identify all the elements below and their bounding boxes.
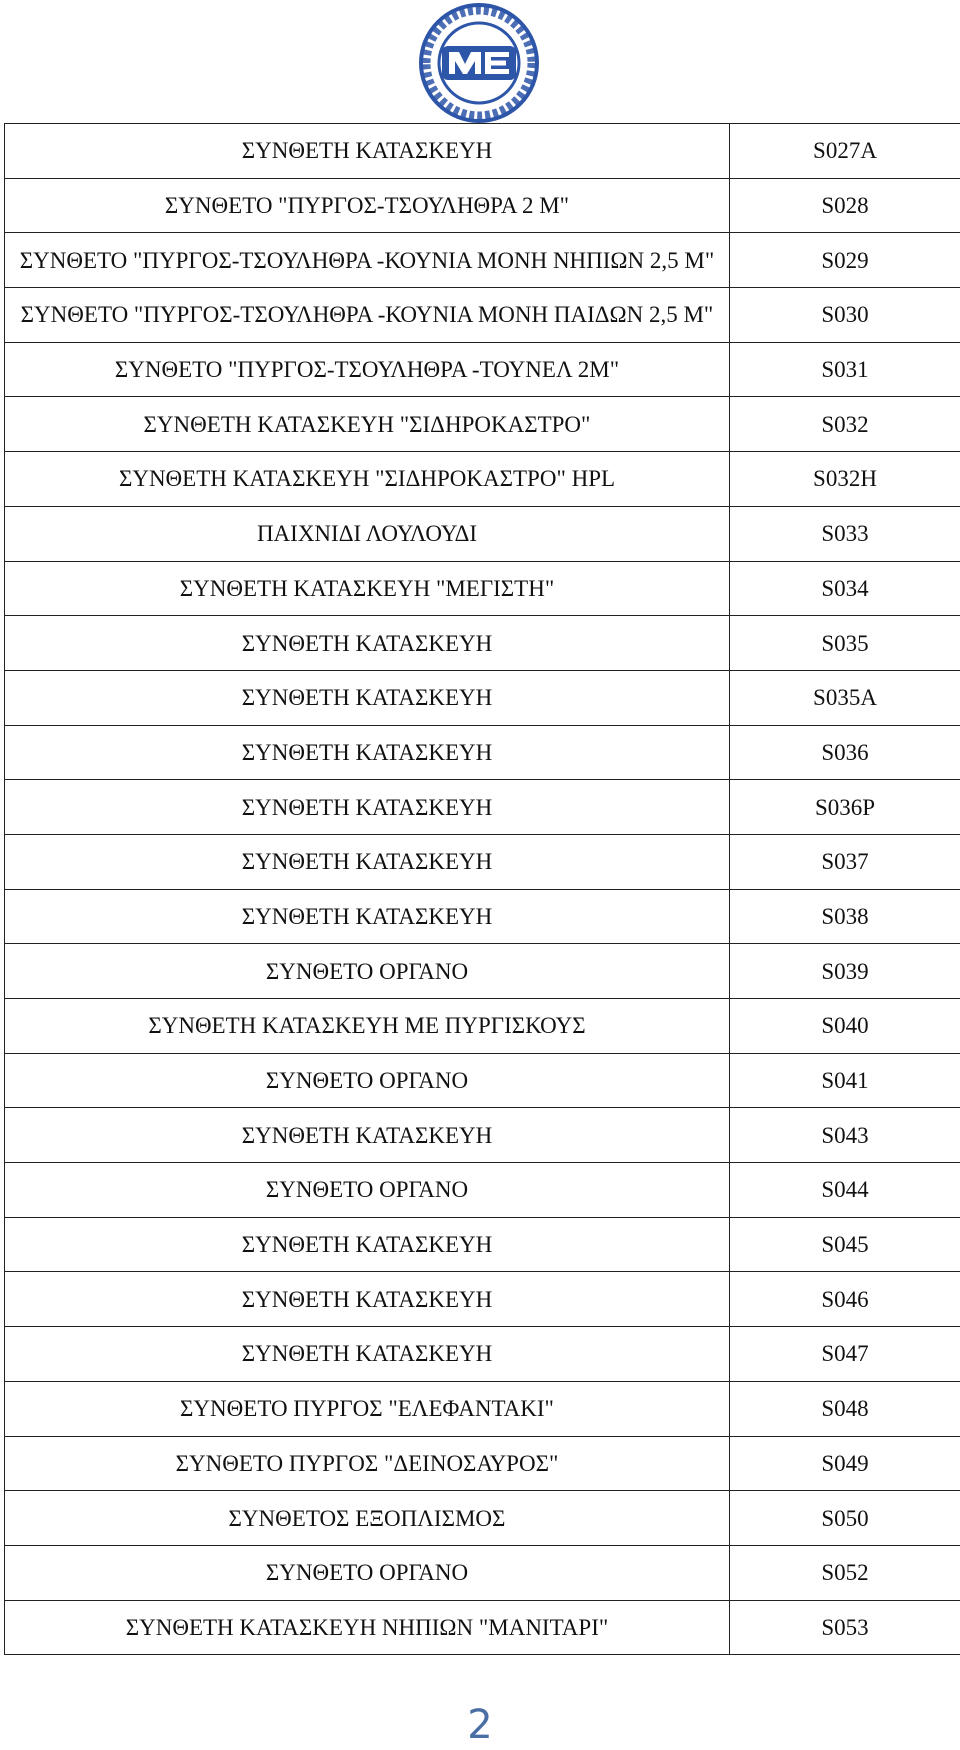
product-code-cell: S043	[730, 1108, 960, 1163]
product-catalog-table	[4, 123, 960, 1655]
product-description-cell: ΣΥΝΘΕΤΟΣ ΕΞΟΠΛΙΣΜΟΣ	[5, 1491, 730, 1546]
product-code-cell: S049	[730, 1436, 960, 1491]
product-description-cell: ΣΥΝΘΕΤΟ "ΠΥΡΓΟΣ-ΤΣΟΥΛΗΘΡΑ -ΚΟΥΝΙΑ ΜΟΝΗ ΝΗΠΙΩΝ 2,5 Μ"	[5, 233, 730, 288]
product-description-cell: ΣΥΝΘΕΤΟ ΠΥΡΓΟΣ "ΕΛΕΦΑΝΤΑΚΙ"	[5, 1381, 730, 1436]
product-description-cell: ΣΥΝΘΕΤΗ ΚΑΤΑΣΚΕΥΗ	[5, 1108, 730, 1163]
table-row	[5, 233, 960, 288]
product-description-cell: ΣΥΝΘΕΤΗ ΚΑΤΑΣΚΕΥΗ	[5, 834, 730, 889]
table-row	[5, 1600, 960, 1655]
table-row	[5, 725, 960, 780]
product-code-cell: S047	[730, 1327, 960, 1382]
product-description-cell: ΠΑΙΧΝΙΔΙ ΛΟΥΛΟΥΔΙ	[5, 506, 730, 561]
table-row	[5, 1108, 960, 1163]
product-description-cell: ΣΥΝΘΕΤΟ "ΠΥΡΓΟΣ-ΤΣΟΥΛΗΘΡΑ -ΚΟΥΝΙΑ ΜΟΝΗ ΠΑΙΔΩΝ 2,5 Μ"	[5, 288, 730, 343]
product-code-cell: S027A	[730, 124, 960, 179]
table-row	[5, 1491, 960, 1546]
product-code-cell: S029	[730, 233, 960, 288]
product-description-cell: ΣΥΝΘΕΤΟ ΟΡΓΑΝΟ	[5, 944, 730, 999]
table-row	[5, 889, 960, 944]
table-row	[5, 1217, 960, 1272]
product-description-cell: ΣΥΝΘΕΤΗ ΚΑΤΑΣΚΕΥΗ	[5, 1217, 730, 1272]
product-description-cell: ΣΥΝΘΕΤΗ ΚΑΤΑΣΚΕΥΗ	[5, 1272, 730, 1327]
logo-seal-icon	[418, 2, 540, 124]
product-description-cell: ΣΥΝΘΕΤΟ ΟΡΓΑΝΟ	[5, 1163, 730, 1218]
product-code-cell: S041	[730, 1053, 960, 1108]
product-code-cell: S035	[730, 616, 960, 671]
table-row	[5, 124, 960, 179]
product-description-cell: ΣΥΝΘΕΤΟ ΠΥΡΓΟΣ "ΔΕΙΝΟΣΑΥΡΟΣ"	[5, 1436, 730, 1491]
table-row	[5, 780, 960, 835]
product-description-cell: ΣΥΝΘΕΤΗ ΚΑΤΑΣΚΕΥΗ	[5, 780, 730, 835]
product-code-cell: S035A	[730, 670, 960, 725]
product-code-cell: S039	[730, 944, 960, 999]
product-code-cell: S037	[730, 834, 960, 889]
table-row	[5, 944, 960, 999]
table-row	[5, 1381, 960, 1436]
table-row	[5, 670, 960, 725]
table-row	[5, 999, 960, 1054]
table-row	[5, 1163, 960, 1218]
product-description-cell: ΣΥΝΘΕΤΗ ΚΑΤΑΣΚΕΥΗ	[5, 670, 730, 725]
table-row	[5, 561, 960, 616]
product-description-cell: ΣΥΝΘΕΤΟ ΟΡΓΑΝΟ	[5, 1545, 730, 1600]
table-row	[5, 288, 960, 343]
product-description-cell: ΣΥΝΘΕΤΗ ΚΑΤΑΣΚΕΥΗ	[5, 889, 730, 944]
product-code-cell: S028	[730, 178, 960, 233]
table-row	[5, 1327, 960, 1382]
product-code-cell: S046	[730, 1272, 960, 1327]
product-code-cell: S032H	[730, 452, 960, 507]
table-row	[5, 1545, 960, 1600]
product-code-cell: S038	[730, 889, 960, 944]
product-code-cell: S053	[730, 1600, 960, 1655]
product-code-cell: S033	[730, 506, 960, 561]
product-code-cell: S030	[730, 288, 960, 343]
product-description-cell: ΣΥΝΘΕΤΗ ΚΑΤΑΣΚΕΥΗ	[5, 616, 730, 671]
table-row	[5, 1436, 960, 1491]
product-description-cell: ΣΥΝΘΕΤΗ ΚΑΤΑΣΚΕΥΗ "ΜΕΓΙΣΤΗ"	[5, 561, 730, 616]
product-code-cell: S040	[730, 999, 960, 1054]
product-code-cell: S050	[730, 1491, 960, 1546]
table-row	[5, 452, 960, 507]
product-description-cell: ΣΥΝΘΕΤΟ "ΠΥΡΓΟΣ-ΤΣΟΥΛΗΘΡΑ 2 Μ"	[5, 178, 730, 233]
product-code-cell: S052	[730, 1545, 960, 1600]
product-description-cell: ΣΥΝΘΕΤΟ "ΠΥΡΓΟΣ-ΤΣΟΥΛΗΘΡΑ -ΤΟΥΝΕΛ 2Μ"	[5, 342, 730, 397]
product-description-cell: ΣΥΝΘΕΤΟ ΟΡΓΑΝΟ	[5, 1053, 730, 1108]
product-code-cell: S034	[730, 561, 960, 616]
product-description-cell: ΣΥΝΘΕΤΗ ΚΑΤΑΣΚΕΥΗ ΝΗΠΙΩΝ "ΜΑΝΙΤΑΡΙ"	[5, 1600, 730, 1655]
product-code-cell: S031	[730, 342, 960, 397]
table-row	[5, 1053, 960, 1108]
product-code-cell: S048	[730, 1381, 960, 1436]
table-row	[5, 1272, 960, 1327]
table-row	[5, 178, 960, 233]
product-code-cell: S044	[730, 1163, 960, 1218]
product-code-cell: S036P	[730, 780, 960, 835]
product-description-cell: ΣΥΝΘΕΤΗ ΚΑΤΑΣΚΕΥΗ	[5, 1327, 730, 1382]
product-description-cell: ΣΥΝΘΕΤΗ ΚΑΤΑΣΚΕΥΗ "ΣΙΔΗΡΟΚΑΣΤΡΟ" HPL	[5, 452, 730, 507]
table-row	[5, 397, 960, 452]
product-code-cell: S032	[730, 397, 960, 452]
company-logo	[418, 2, 540, 124]
product-code-cell: S036	[730, 725, 960, 780]
product-code-cell: S045	[730, 1217, 960, 1272]
table-row	[5, 616, 960, 671]
product-description-cell: ΣΥΝΘΕΤΗ ΚΑΤΑΣΚΕΥΗ	[5, 725, 730, 780]
table-row	[5, 342, 960, 397]
product-description-cell: ΣΥΝΘΕΤΗ ΚΑΤΑΣΚΕΥΗ	[5, 124, 730, 179]
product-description-cell: ΣΥΝΘΕΤΗ ΚΑΤΑΣΚΕΥΗ "ΣΙΔΗΡΟΚΑΣΤΡΟ"	[5, 397, 730, 452]
page-number: 2	[467, 1702, 493, 1748]
product-description-cell: ΣΥΝΘΕΤΗ ΚΑΤΑΣΚΕΥΗ ΜΕ ΠΥΡΓΙΣΚΟΥΣ	[5, 999, 730, 1054]
table-row	[5, 834, 960, 889]
table-row	[5, 506, 960, 561]
catalog-body	[5, 124, 960, 1655]
